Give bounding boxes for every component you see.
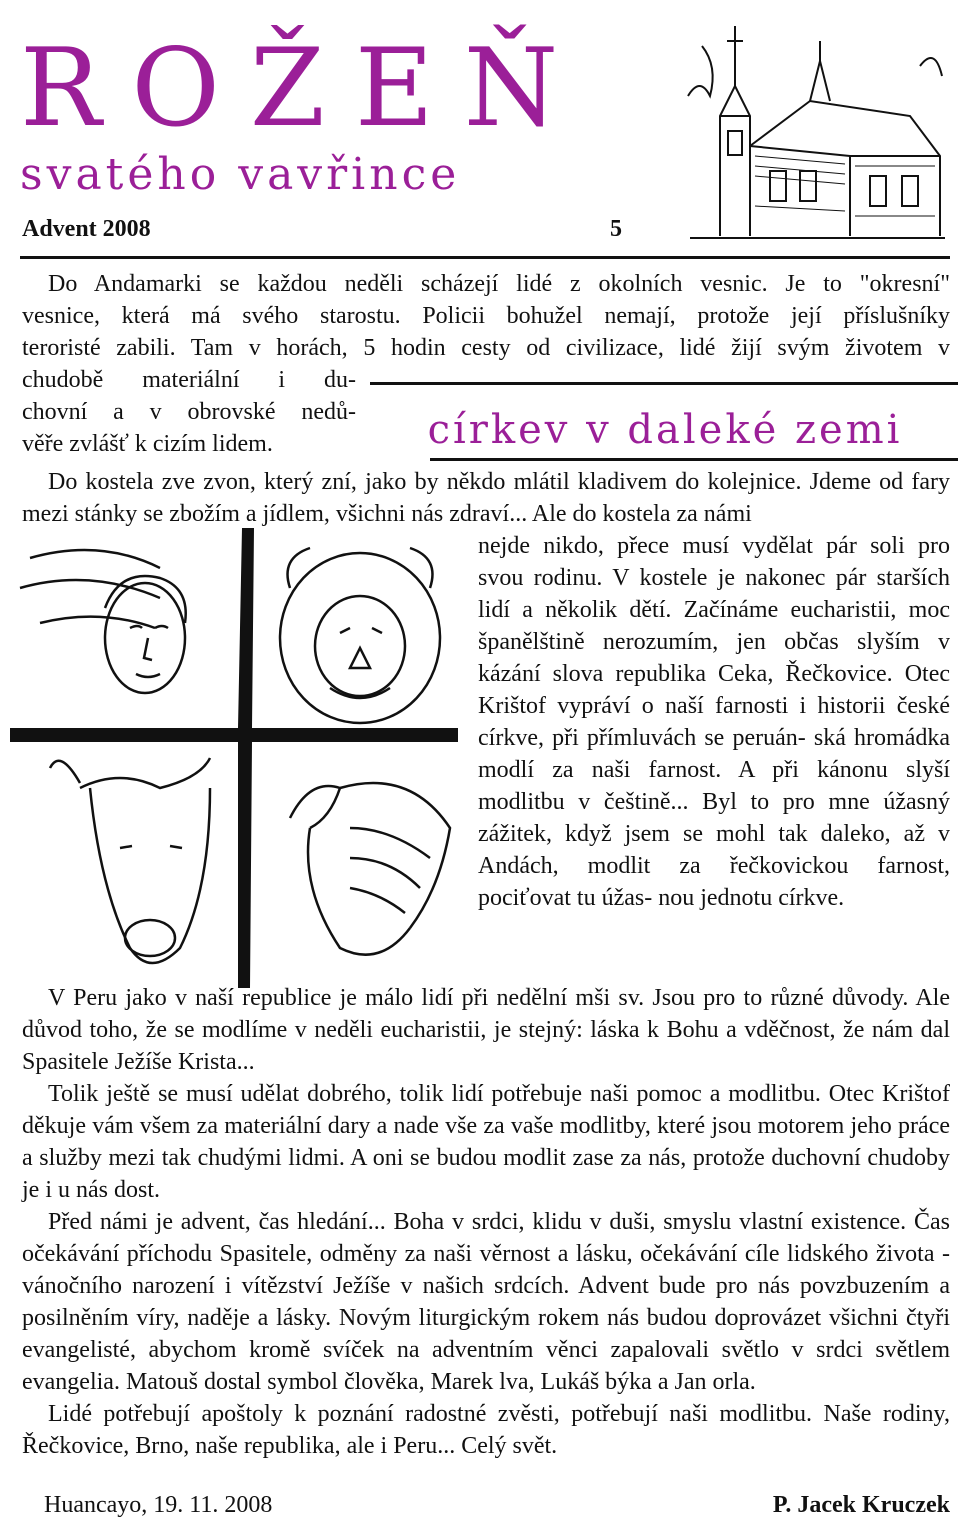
article-text-beside-heading bbox=[22, 364, 356, 460]
issue-line bbox=[22, 216, 622, 243]
masthead-subtitle: svatého vavřince bbox=[20, 149, 461, 200]
line-5: chovní a v obrovské nedů- bbox=[22, 399, 356, 425]
article-text-bottom bbox=[22, 982, 950, 1462]
line-1: Do Andamarki se každou neděli scházejí lidé z okolních vesnic. Je to "okresní" bbox=[48, 271, 950, 297]
place-date: Huancayo, 19. 11. 2008 bbox=[44, 1492, 273, 1518]
paragraph-5: Před námi je advent, čas hledání... Boha v srdci, klidu v duši, smyslu vlastní existence. Čas očekávání příchodu Spasitele, odměny za naši věrnost a lásku, očekávání cíle lidského života - vánočního narození i vítězství Ježíše v našich srdcích. Advent bude pro nás povzbuzením a posilněním víry, naděje a lásky. Novým liturgickým rokem nás budou doprovázet všichni čtyři evangelisté, abychom kromě svíček na adventním věnci zapalovali světlo v srdci světlem evangelia. Matouš dostal symbol člověka, Marek lva, Lukáš býka a Jan orla. bbox=[22, 1209, 950, 1395]
heading-bottom-rule bbox=[430, 458, 958, 461]
page-number: 5 bbox=[610, 216, 622, 242]
paragraph-2: Do kostela zve zvon, který zní, jako by někdo mlátil kladivem do kolejnice. Jdeme od fary mezi stánky se zbožím a jídlem, všichni nás zdraví... Ale do kostela za námi bbox=[22, 469, 950, 527]
masthead-title: ROŽEŇ bbox=[20, 26, 589, 151]
paragraph-2-continued: nejde nikdo, přece musí vydělat pár soli pro svou rodinu. V kostele je nakonec pár starších lidí a několik dětí. Začínáme eucharistii, moc španělštině nerozumím, jen občas slyším v kázání slova republika Ceka, Řečkovice. Otec Krištof vypráví o naší farnosti i historii české církve, při přímluvách se peruán- ská hromádka modlí za naši farnost. A při kánonu slyší modlitbu v češtině... Byl to pro mne úžasný zážitek, když jsem se mohl tak daleko, až v Andách, modlit za řečkovickou farnost, pociťovat tu úžas- nou jednotu církve. bbox=[478, 533, 950, 911]
line-4: chudobě materiální i du- bbox=[22, 367, 356, 393]
line-2: vesnice, která má svého starostu. Policii bohužel nemají, protože její příslušníky bbox=[22, 303, 950, 329]
church-drawing-icon bbox=[680, 6, 950, 246]
paragraph-3: V Peru jako v naší republice je málo lidí při nedělní mši sv. Jsou pro to různé důvody. Ale důvod toho, že se modlíme v neděli eucharistii, je stejný: láska k Bohu a vděčnost, že nám dal Spasitele Ježíše Krista... bbox=[22, 985, 950, 1075]
header-rule bbox=[20, 256, 950, 259]
section-heading: církev v daleké zemi bbox=[427, 407, 903, 453]
line-3: teroristé zabili. Tam v horách, 5 hodin cesty od civilizace, lidé žijí svým životem v bbox=[22, 335, 950, 361]
footer bbox=[44, 1492, 950, 1519]
line-6: věře zvlášť k cizím lidem. bbox=[22, 431, 273, 457]
heading-top-rule bbox=[370, 382, 958, 385]
signature: P. Jacek Kruczek bbox=[772, 1492, 950, 1518]
article-text-top bbox=[22, 268, 950, 364]
paragraph-4: Tolik ještě se musí udělat dobrého, tolik lidí potřebuje naši pomoc a modlitbu. Otec Krištof děkuje vám všem za materiální dary a nade vše za vaše modlitby, které jsou motorem jeho práce a služby mezi tak chudými lidmi. A oni se budou modlit zase za nás, protože duchovní chudoby je i u nás dost. bbox=[22, 1081, 950, 1203]
section-heading-block bbox=[370, 376, 960, 456]
paragraph-6: Lidé potřebují apoštoly k poznání radostné zvěsti, potřebují naši modlitbu. Naše rodiny, Řečkovice, Brno, naše republika, ale i Peru... Celý svět. bbox=[22, 1401, 950, 1459]
issue-label: Advent 2008 bbox=[22, 216, 151, 242]
evangelist-symbols-icon bbox=[10, 528, 458, 988]
